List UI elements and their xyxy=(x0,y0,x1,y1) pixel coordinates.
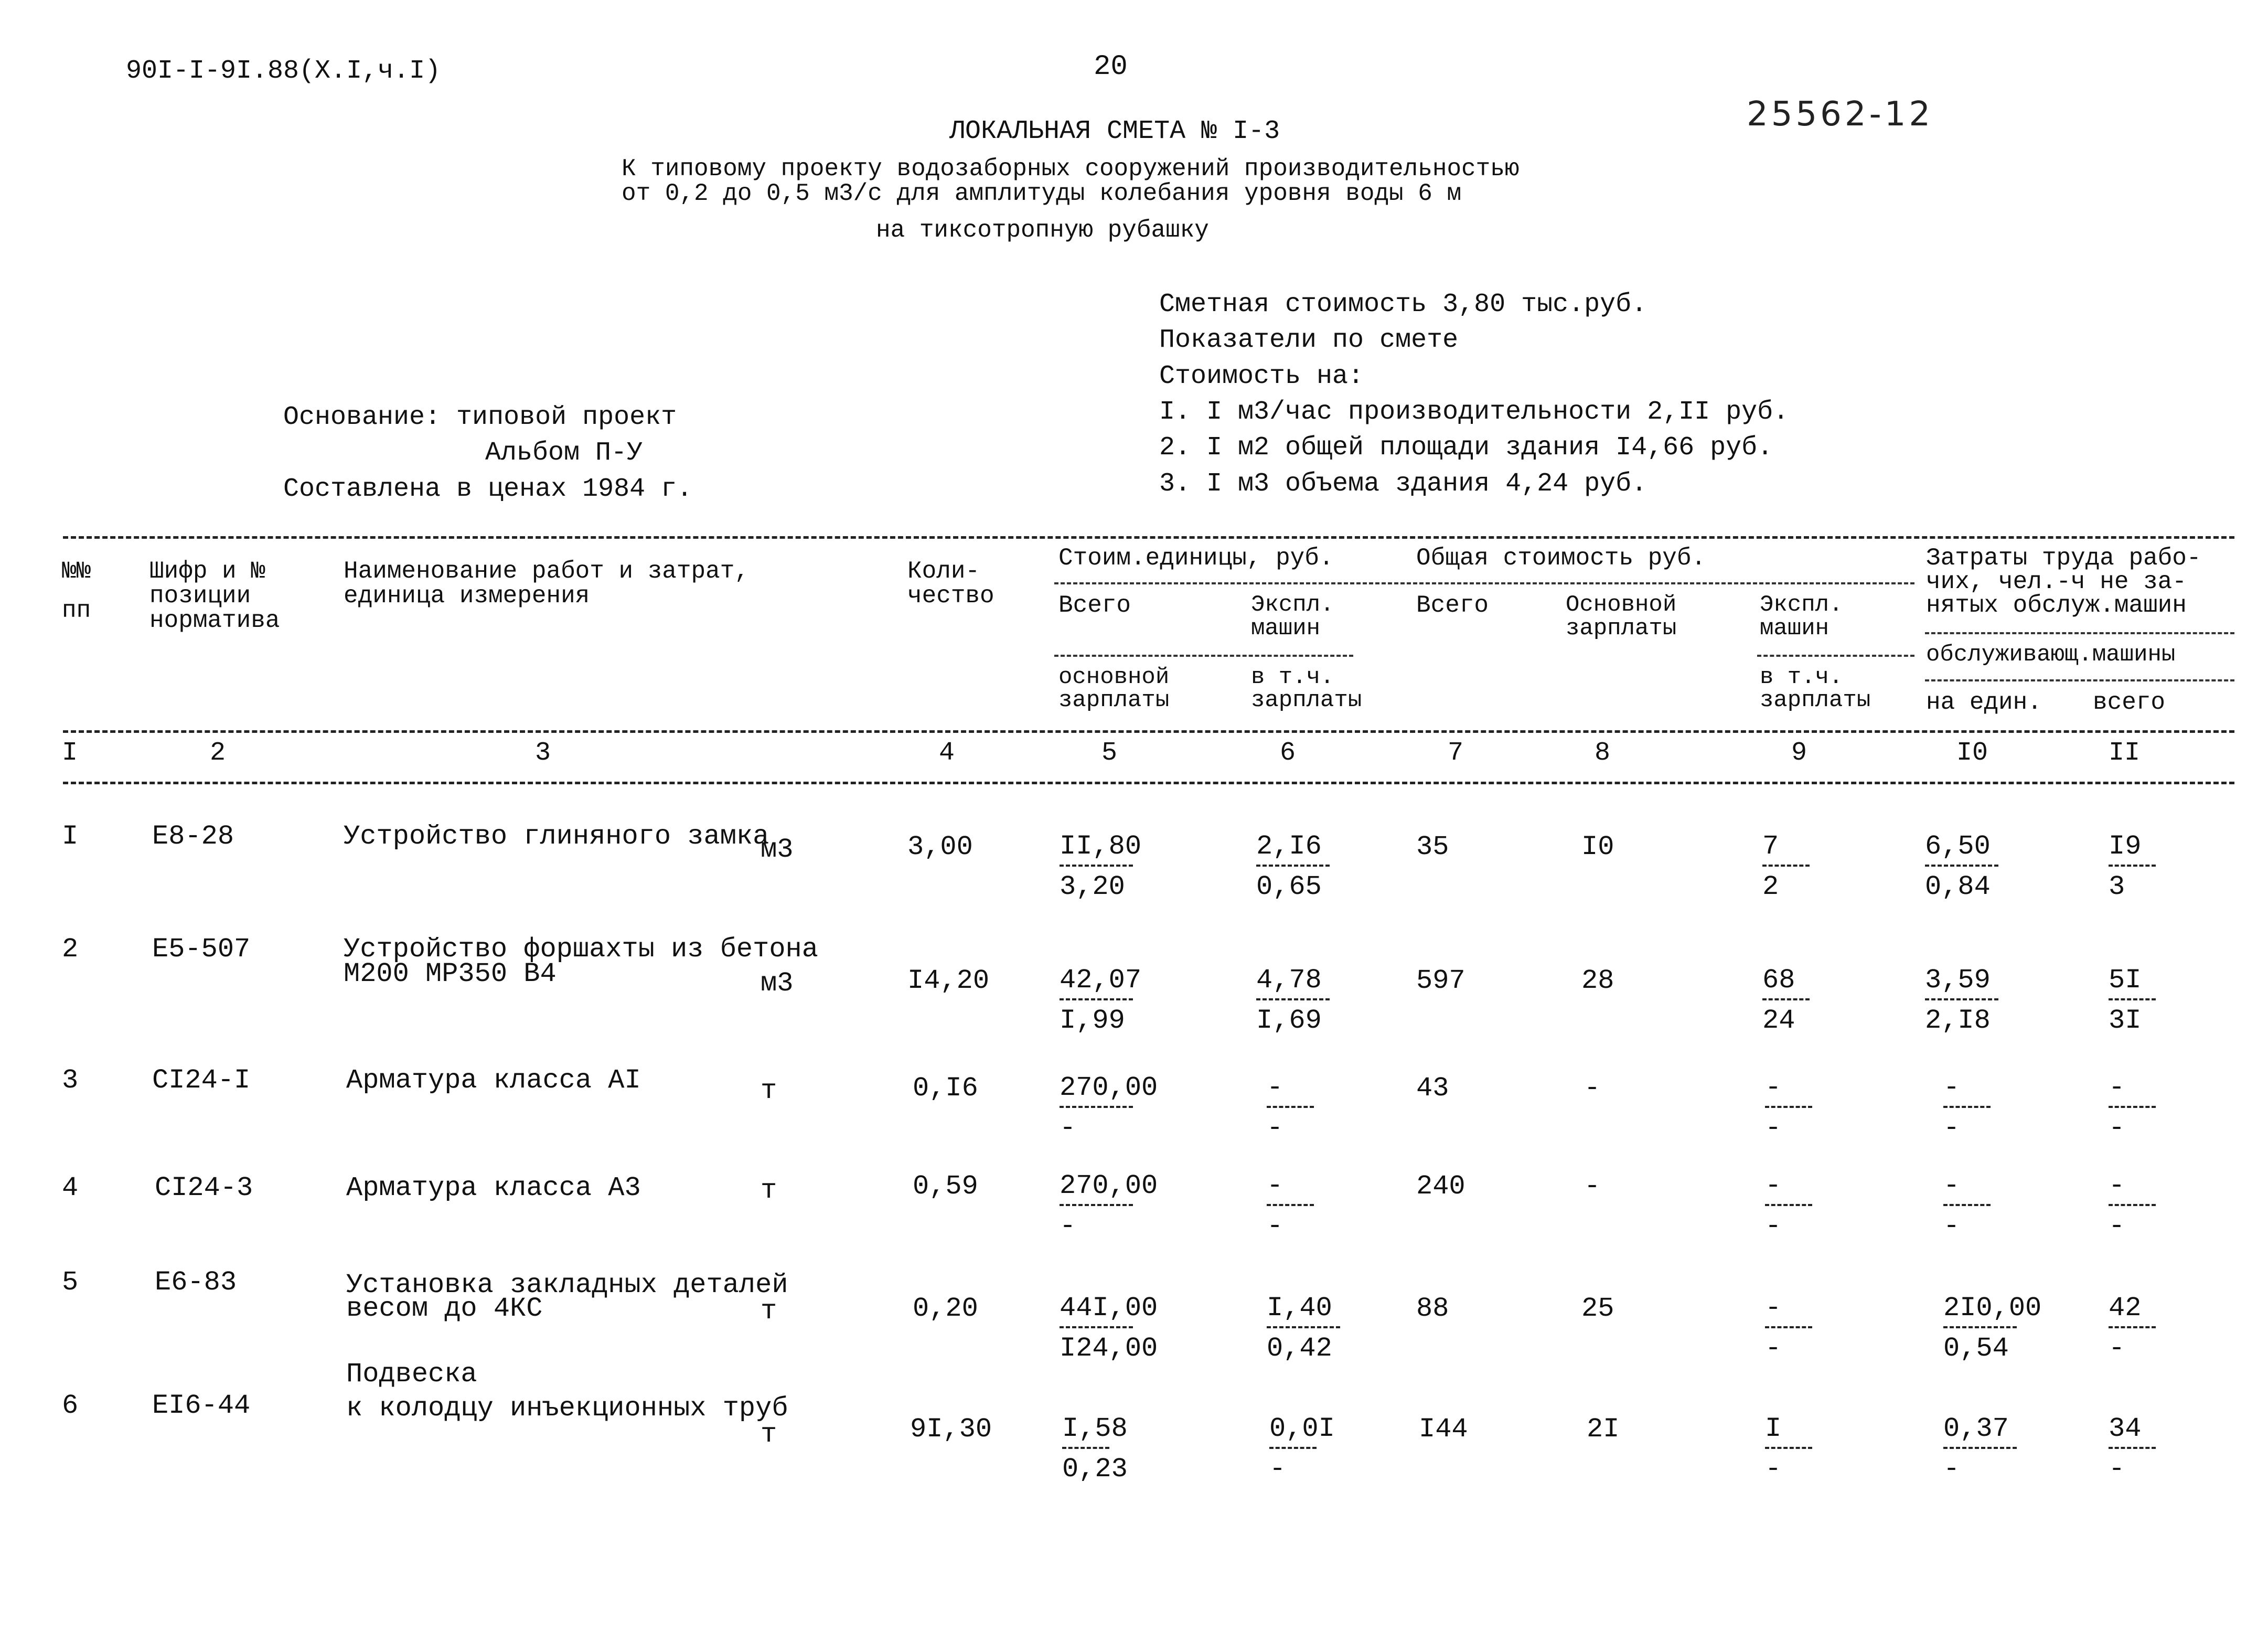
col6-header-top-a: Экспл. xyxy=(1251,592,1334,618)
row-labor-total: 5I 3I xyxy=(2109,965,2187,1036)
labor-sub-rule-2 xyxy=(1925,679,2234,681)
col-name-header-b: единица измерения xyxy=(344,582,590,610)
labor-header-a: Затраты труда рабо- xyxy=(1926,545,2201,572)
row-name: Установка закладных деталей xyxy=(346,1270,788,1300)
row-unit: т xyxy=(761,1075,777,1106)
machine-cost-sub-rule xyxy=(1757,655,1914,657)
row-labor-per-unit: - - xyxy=(1943,1073,2022,1143)
subtitle-line-3: на тиксотропную рубашку xyxy=(876,217,1209,244)
basis-line-1: Основание: типовой проект xyxy=(283,402,677,432)
row-total-cost: 35 xyxy=(1416,831,1449,862)
subtitle-line-2: от 0,2 до 0,5 м3/с для амплитуды колебания уровня воды 6 м xyxy=(622,180,1462,207)
col-number-8: 8 xyxy=(1595,738,1611,768)
row-quantity: I4,20 xyxy=(907,965,990,996)
cost-item-2: 2. I м2 общей площади здания I4,66 руб. xyxy=(1159,433,1773,463)
col7-header: Всего xyxy=(1416,592,1489,619)
row-unit-cost-machines: 0,0I - xyxy=(1269,1413,1335,1485)
row-base-salary: - xyxy=(1584,1171,1601,1202)
col-number-6: 6 xyxy=(1280,738,1296,768)
col-name-header-a: Наименование работ и затрат, xyxy=(344,558,749,585)
row-labor-per-unit: 6,50 0,84 xyxy=(1925,831,2004,902)
row-unit-cost-total: 270,00 - xyxy=(1060,1072,1158,1144)
col-number-3: 3 xyxy=(535,738,551,768)
col9-header-top-a: Экспл. xyxy=(1760,592,1843,618)
row-quantity: 9I,30 xyxy=(910,1414,992,1445)
col11-header: всего xyxy=(2093,689,2166,716)
col-number-1: I xyxy=(62,738,78,768)
row-number: 3 xyxy=(62,1065,79,1096)
table-top-rule xyxy=(63,536,2234,539)
labor-sub-rule-1 xyxy=(1925,632,2234,634)
row-code: CI24-I xyxy=(152,1065,251,1096)
row-code: E8-28 xyxy=(152,821,234,852)
col-number-10: I0 xyxy=(1956,738,1988,768)
col-number-9: 9 xyxy=(1791,738,1807,768)
row-quantity: 0,I6 xyxy=(913,1073,978,1104)
row-base-salary: 2I xyxy=(1587,1414,1620,1445)
row-unit-cost-machines: 2,I6 0,65 xyxy=(1256,831,1335,902)
row-name: Арматура класса A3 xyxy=(346,1172,641,1203)
registration-stamp-number: 25562-12 xyxy=(1747,95,1934,134)
row-machine-cost: 68 24 xyxy=(1762,965,1841,1036)
row-machine-cost: - - xyxy=(1765,1171,1844,1241)
row-labor-per-unit: - - xyxy=(1943,1171,2022,1241)
row-labor-total: - - xyxy=(2109,1073,2187,1143)
cost-group-rule xyxy=(1054,582,1914,584)
row-machine-cost: I - xyxy=(1765,1414,1844,1484)
row-labor-per-unit: 0,37 - xyxy=(1943,1414,2022,1484)
col-code-header-b: позиции xyxy=(149,582,251,610)
labor-header-c: нятых обслуж.машин xyxy=(1926,592,2187,619)
row-quantity: 0,20 xyxy=(913,1293,978,1324)
indicators-heading: Показатели по смете xyxy=(1159,325,1459,355)
row-labor-per-unit: 3,59 2,I8 xyxy=(1925,965,2004,1036)
row-unit: т xyxy=(761,1175,777,1206)
row-total-cost: 88 xyxy=(1416,1293,1449,1324)
col-qty-header-a: Коли- xyxy=(907,558,980,585)
row-name-continued: М200 МР350 В4 xyxy=(344,958,557,989)
row-machine-cost: - - xyxy=(1765,1293,1844,1363)
row-unit: т xyxy=(761,1296,777,1327)
col5-header-bottom-b: зарплаты xyxy=(1058,687,1170,713)
row-number: 4 xyxy=(62,1172,79,1203)
estimate-cost: Сметная стоимость 3,80 тыс.руб. xyxy=(1159,290,1647,319)
header-bottom-rule xyxy=(63,730,2234,733)
row-number: 6 xyxy=(62,1390,79,1421)
row-unit-cost-total: 42,07 I,99 xyxy=(1060,965,1142,1037)
col-code-header-a: Шифр и № xyxy=(149,558,265,585)
row-quantity: 0,59 xyxy=(913,1171,978,1202)
basis-line-3: Составлена в ценах 1984 г. xyxy=(283,474,693,504)
row-unit-cost-machines: - - xyxy=(1267,1073,1345,1143)
row-unit: м3 xyxy=(761,834,794,865)
row-unit: м3 xyxy=(761,968,794,999)
row-unit-cost-total: 44I,00 I24,00 xyxy=(1060,1293,1158,1364)
col-qty-header-b: чество xyxy=(907,582,994,610)
row-number: I xyxy=(62,821,79,852)
row-labor-total: - - xyxy=(2109,1171,2187,1241)
row-labor-per-unit: 2I0,00 0,54 xyxy=(1943,1293,2042,1364)
row-code: EI6-44 xyxy=(152,1390,251,1421)
row-code: E6-83 xyxy=(155,1267,237,1298)
row-name: Устройство форшахты из бетона xyxy=(344,934,818,965)
column-numbers-rule xyxy=(63,782,2234,784)
col-number-2: 2 xyxy=(210,738,226,768)
row-name: Арматура класса AI xyxy=(346,1065,641,1096)
cost-per-heading: Стоимость на: xyxy=(1159,361,1364,391)
subtitle-line-1: К типовому проекту водозаборных сооружений производительностью xyxy=(622,155,1520,183)
col-code-header-c: норматива xyxy=(149,607,280,634)
row-machine-cost: 7 2 xyxy=(1762,831,1841,902)
cost-item-1: I. I м3/час производительности 2,II руб. xyxy=(1159,397,1789,427)
row-base-salary: 25 xyxy=(1581,1293,1614,1324)
row-total-cost: 597 xyxy=(1416,965,1465,996)
col-num-header-b: пп xyxy=(62,597,91,624)
row-code: CI24-3 xyxy=(155,1172,253,1203)
col8-header-a: Основной xyxy=(1566,592,1677,618)
row-labor-total: 42 - xyxy=(2109,1293,2187,1363)
col-number-11: II xyxy=(2109,738,2141,768)
row-number: 2 xyxy=(62,934,79,965)
col5-header-bottom-a: основной xyxy=(1058,664,1170,690)
row-total-cost: 240 xyxy=(1416,1171,1465,1202)
row-name-prefix: Подвеска xyxy=(346,1359,477,1390)
col9-header-bottom-b: зарплаты xyxy=(1760,687,1871,713)
row-machine-cost: - - xyxy=(1765,1073,1844,1143)
row-unit-cost-machines: 4,78 I,69 xyxy=(1256,965,1335,1036)
row-base-salary: - xyxy=(1584,1073,1601,1104)
col-num-header-a: №№ xyxy=(62,558,91,585)
labor-header-b: чих, чел.-ч не за- xyxy=(1926,568,2187,595)
row-base-salary: 28 xyxy=(1581,965,1614,996)
row-unit-cost-machines: - - xyxy=(1267,1171,1345,1241)
row-unit-cost-total: II,80 3,20 xyxy=(1060,831,1142,903)
col10-header: на един. xyxy=(1926,689,2042,716)
page-title: ЛОКАЛЬНАЯ СМЕТА № I-3 xyxy=(949,116,1280,146)
col6-header-bottom-b: зарплаты xyxy=(1251,687,1362,713)
col5-header-top: Всего xyxy=(1058,592,1131,619)
page-number: 20 xyxy=(1094,51,1128,83)
row-unit-cost-total: I,58 0,23 xyxy=(1062,1413,1128,1485)
row-base-salary: I0 xyxy=(1581,831,1614,862)
row-labor-total: 34 - xyxy=(2109,1414,2187,1484)
total-cost-group-header: Общая стоимость руб. xyxy=(1416,545,1706,572)
row-name: Устройство глиняного замка xyxy=(344,821,769,852)
row-code: E5-507 xyxy=(152,934,251,965)
col9-header-top-b: машин xyxy=(1760,615,1830,642)
document-code: 90I-I-9I.88(X.I,ч.I) xyxy=(126,56,441,86)
col6-header-top-b: машин xyxy=(1251,615,1321,642)
col-number-5: 5 xyxy=(1101,738,1118,768)
row-unit: т xyxy=(761,1419,777,1450)
row-name: к колодцу инъекционных труб xyxy=(346,1393,788,1424)
row-total-cost: 43 xyxy=(1416,1073,1449,1104)
col6-header-bottom-a: в т.ч. xyxy=(1251,664,1334,690)
row-name-continued: весом до 4КС xyxy=(346,1293,543,1324)
col-number-7: 7 xyxy=(1448,738,1464,768)
cost-item-3: 3. I м3 объема здания 4,24 руб. xyxy=(1159,469,1647,499)
row-quantity: 3,00 xyxy=(907,831,973,862)
col-number-4: 4 xyxy=(939,738,955,768)
row-total-cost: I44 xyxy=(1419,1414,1468,1445)
row-labor-total: I9 3 xyxy=(2109,831,2187,902)
col9-header-bottom-a: в т.ч. xyxy=(1760,664,1843,690)
col8-header-b: зарплаты xyxy=(1566,615,1677,642)
row-number: 5 xyxy=(62,1267,79,1298)
unit-cost-sub-rule xyxy=(1054,655,1353,657)
row-unit-cost-total: 270,00 - xyxy=(1060,1170,1158,1242)
row-unit-cost-machines: I,40 0,42 xyxy=(1267,1293,1345,1363)
basis-line-2: Альбом П-У xyxy=(485,438,643,468)
machines-header: обслуживающ.машины xyxy=(1926,642,2176,668)
unit-cost-group-header: Стоим.единицы, руб. xyxy=(1058,545,1334,572)
